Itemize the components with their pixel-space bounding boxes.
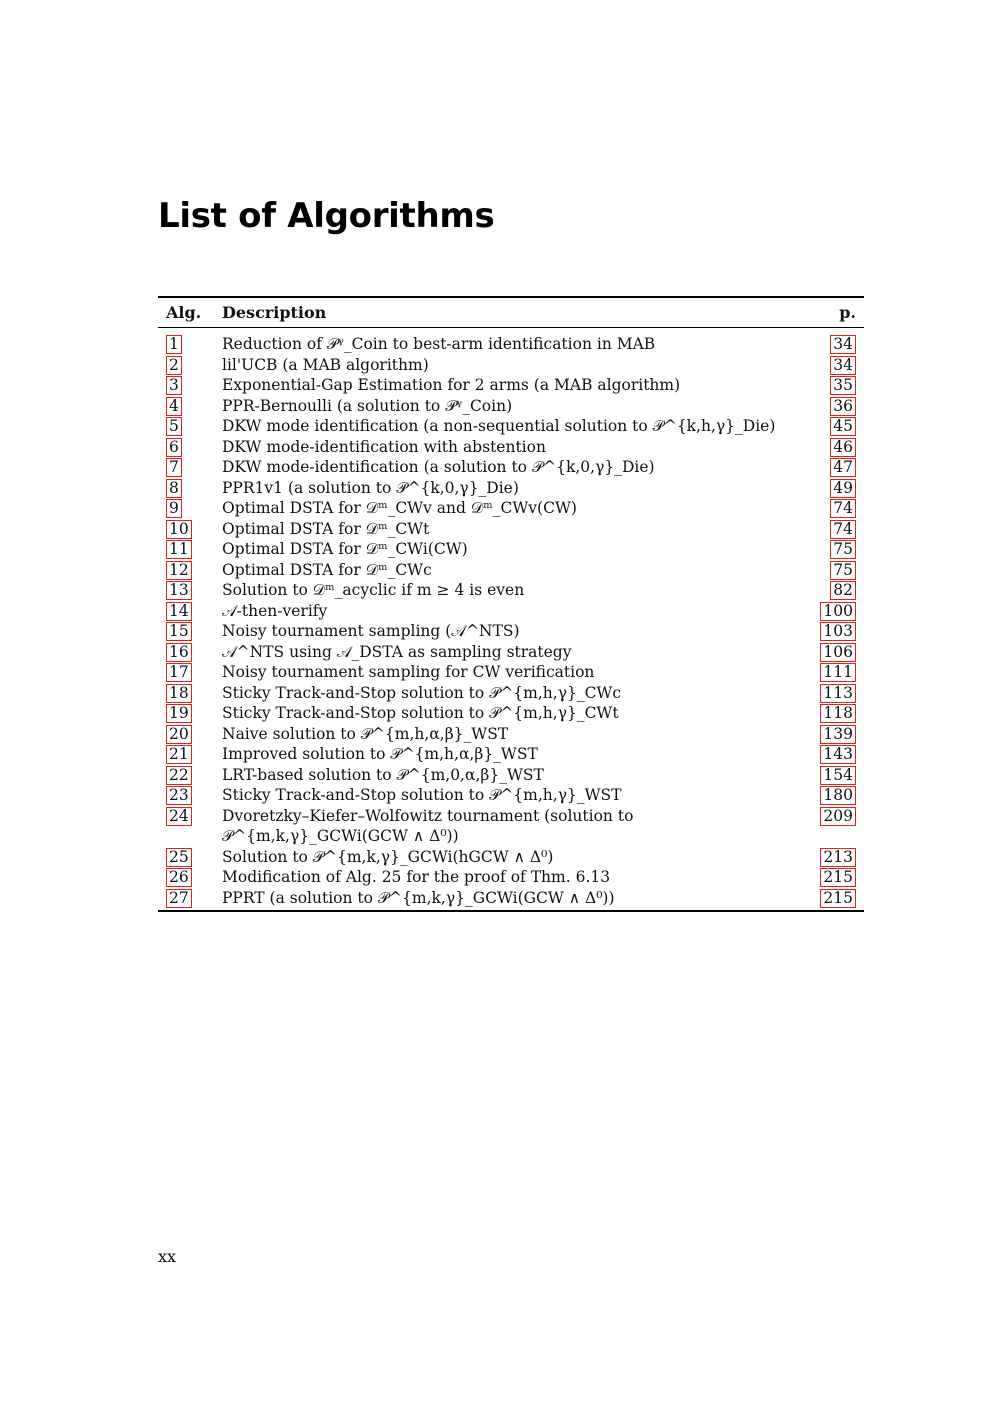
algorithm-description: DKW mode-identification with abstention bbox=[222, 437, 546, 456]
algorithm-number-link[interactable]: 14 bbox=[166, 602, 192, 621]
page-number-link[interactable]: 215 bbox=[820, 889, 856, 908]
algorithm-description: LRT-based solution to 𝒫^{m,0,α,β}_WST bbox=[222, 765, 544, 784]
table-row bbox=[158, 662, 864, 683]
table-row bbox=[158, 539, 864, 560]
table-row bbox=[158, 601, 864, 622]
algorithm-number-link[interactable]: 27 bbox=[166, 889, 192, 908]
page-number-link[interactable]: 45 bbox=[830, 417, 856, 436]
table-row bbox=[158, 744, 864, 765]
page-number-link[interactable]: 209 bbox=[820, 807, 856, 826]
header-description: Description bbox=[222, 303, 327, 322]
page-number-link[interactable]: 74 bbox=[830, 499, 856, 518]
table-row bbox=[158, 334, 864, 355]
page-number-link[interactable]: 34 bbox=[830, 356, 856, 375]
page-number-link[interactable]: 213 bbox=[820, 848, 856, 867]
table-row bbox=[158, 785, 864, 806]
page-number-link[interactable]: 75 bbox=[830, 561, 856, 580]
page-number-link[interactable]: 113 bbox=[820, 684, 856, 703]
algorithm-number-link[interactable]: 26 bbox=[166, 868, 192, 887]
page-number-link[interactable]: 46 bbox=[830, 438, 856, 457]
algorithm-number-link[interactable]: 24 bbox=[166, 807, 192, 826]
algorithm-description: PPRT (a solution to 𝒫^{m,k,γ}_GCWi(GCW ∧ Δ⁰)) bbox=[222, 888, 615, 907]
algorithm-description: Naive solution to 𝒫^{m,h,α,β}_WST bbox=[222, 724, 509, 743]
page-title: List of Algorithms bbox=[158, 196, 495, 236]
page-number-link[interactable]: 118 bbox=[820, 704, 856, 723]
algorithm-description: Optimal DSTA for 𝒟ᵐ_CWi(CW) bbox=[222, 540, 468, 558]
algorithm-number-link[interactable]: 19 bbox=[166, 704, 192, 723]
table-row bbox=[158, 375, 864, 396]
page-number-link[interactable]: 106 bbox=[820, 643, 856, 662]
algorithm-number-link[interactable]: 11 bbox=[166, 540, 192, 559]
algorithm-number-link[interactable]: 3 bbox=[166, 376, 182, 395]
algorithm-number-link[interactable]: 12 bbox=[166, 561, 192, 580]
table-row bbox=[158, 355, 864, 376]
algorithm-description: Sticky Track-and-Stop solution to 𝒫^{m,h,γ}_CWt bbox=[222, 704, 619, 722]
page-number-link[interactable]: 47 bbox=[830, 458, 856, 477]
algorithm-number-link[interactable]: 22 bbox=[166, 766, 192, 785]
page-number-link[interactable]: 215 bbox=[820, 868, 856, 887]
algorithm-description: 𝒜-then-verify bbox=[222, 601, 328, 620]
header-alg: Alg. bbox=[166, 303, 202, 322]
page-number: xx bbox=[158, 1247, 177, 1266]
algorithm-description: Exponential-Gap Estimation for 2 arms (a MAB algorithm) bbox=[222, 376, 681, 394]
table-row bbox=[158, 683, 864, 704]
algorithm-description: DKW mode-identification (a solution to 𝒫^{k,0,γ}_Die) bbox=[222, 458, 655, 476]
table-row bbox=[158, 724, 864, 745]
page-number-link[interactable]: 143 bbox=[820, 745, 856, 764]
algorithm-description: PPR-Bernoulli (a solution to 𝒫ᵞ_Coin) bbox=[222, 396, 513, 415]
algorithm-number-link[interactable]: 4 bbox=[166, 397, 182, 416]
table-row bbox=[158, 396, 864, 417]
page-number-link[interactable]: 74 bbox=[830, 520, 856, 539]
page-number-link[interactable]: 49 bbox=[830, 479, 856, 498]
algorithm-number-link[interactable]: 20 bbox=[166, 725, 192, 744]
table-row bbox=[158, 642, 864, 663]
algorithm-description: Noisy tournament sampling for CW verification bbox=[222, 663, 595, 681]
algorithm-description: Optimal DSTA for 𝒟ᵐ_CWc bbox=[222, 560, 432, 579]
algorithm-number-link[interactable]: 15 bbox=[166, 622, 192, 641]
table-row bbox=[158, 478, 864, 499]
algorithm-number-link[interactable]: 17 bbox=[166, 663, 192, 682]
algorithm-description: Noisy tournament sampling (𝒜^NTS) bbox=[222, 622, 520, 640]
page-number-link[interactable]: 34 bbox=[830, 335, 856, 354]
page-number-link[interactable]: 100 bbox=[820, 602, 856, 621]
page-number-link[interactable]: 139 bbox=[820, 725, 856, 744]
algorithm-number-link[interactable]: 21 bbox=[166, 745, 192, 764]
table-row bbox=[158, 888, 864, 909]
algorithm-number-link[interactable]: 23 bbox=[166, 786, 192, 805]
table-row bbox=[158, 519, 864, 540]
page-number-link[interactable]: 35 bbox=[830, 376, 856, 395]
algorithm-description: Sticky Track-and-Stop solution to 𝒫^{m,h,γ}_CWc bbox=[222, 683, 622, 702]
algorithm-number-link[interactable]: 25 bbox=[166, 848, 192, 867]
page-number-link[interactable]: 180 bbox=[820, 786, 856, 805]
page-number-link[interactable]: 154 bbox=[820, 766, 856, 785]
table-row bbox=[158, 498, 864, 519]
algorithm-description: DKW mode identification (a non-sequential solution to 𝒫^{k,h,γ}_Die) bbox=[222, 417, 776, 435]
algorithm-number-link[interactable]: 2 bbox=[166, 356, 182, 375]
algorithm-number-link[interactable]: 16 bbox=[166, 643, 192, 662]
algorithm-description: Solution to 𝒫^{m,k,γ}_GCWi(hGCW ∧ Δ⁰) bbox=[222, 847, 554, 866]
table-row bbox=[158, 703, 864, 724]
algorithm-number-link[interactable]: 1 bbox=[166, 335, 182, 354]
algorithm-description: Optimal DSTA for 𝒟ᵐ_CWt bbox=[222, 519, 430, 538]
page-number-link[interactable]: 75 bbox=[830, 540, 856, 559]
header-page: p. bbox=[839, 303, 856, 322]
page-number-link[interactable]: 103 bbox=[820, 622, 856, 641]
page-number-link[interactable]: 36 bbox=[830, 397, 856, 416]
table-row bbox=[158, 847, 864, 868]
algorithm-description: Improved solution to 𝒫^{m,h,α,β}_WST bbox=[222, 745, 538, 763]
algorithm-description: Sticky Track-and-Stop solution to 𝒫^{m,h,γ}_WST bbox=[222, 786, 622, 804]
algorithm-number-link[interactable]: 6 bbox=[166, 438, 182, 457]
algorithm-description: Modification of Alg. 25 for the proof of Thm. 6.13 bbox=[222, 868, 611, 886]
algorithm-number-link[interactable]: 8 bbox=[166, 479, 182, 498]
algorithm-description: 𝒜^NTS using 𝒜_DSTA as sampling strategy bbox=[222, 642, 572, 661]
table-row bbox=[158, 580, 864, 601]
page-number-link[interactable]: 82 bbox=[830, 581, 856, 600]
table-row bbox=[158, 560, 864, 581]
table-header bbox=[158, 298, 864, 328]
algorithm-description: Solution to 𝒟ᵐ_acyclic if m ≥ 4 is even bbox=[222, 581, 525, 599]
table-row bbox=[158, 621, 864, 642]
table-row bbox=[158, 867, 864, 888]
algorithm-description: Optimal DSTA for 𝒟ᵐ_CWv and 𝒟ᵐ_CWv(CW) bbox=[222, 499, 577, 517]
algorithm-description: lil'UCB (a MAB algorithm) bbox=[222, 355, 429, 374]
algorithm-description: PPR1v1 (a solution to 𝒫^{k,0,γ}_Die) bbox=[222, 478, 519, 497]
table-row bbox=[158, 437, 864, 458]
page-number-link[interactable]: 111 bbox=[820, 663, 856, 682]
algorithm-number-link[interactable]: 10 bbox=[166, 520, 192, 539]
algorithm-description: Dvoretzky–Kiefer–Wolfowitz tournament (solution to 𝒫^{m,k,γ}_GCWi(GCW ∧ Δ⁰)) bbox=[222, 806, 634, 845]
algorithm-description: Reduction of 𝒫ᵞ_Coin to best-arm identification in MAB bbox=[222, 335, 656, 353]
table-row bbox=[158, 416, 864, 437]
table-row bbox=[158, 457, 864, 478]
algorithm-number-link[interactable]: 13 bbox=[166, 581, 192, 600]
table-row bbox=[158, 765, 864, 786]
algorithm-number-link[interactable]: 5 bbox=[166, 417, 182, 436]
table-body bbox=[158, 328, 864, 910]
algorithm-number-link[interactable]: 9 bbox=[166, 499, 182, 518]
algorithm-number-link[interactable]: 18 bbox=[166, 684, 192, 703]
algorithm-number-link[interactable]: 7 bbox=[166, 458, 182, 477]
algorithms-table bbox=[158, 296, 864, 912]
table-row bbox=[158, 806, 864, 847]
